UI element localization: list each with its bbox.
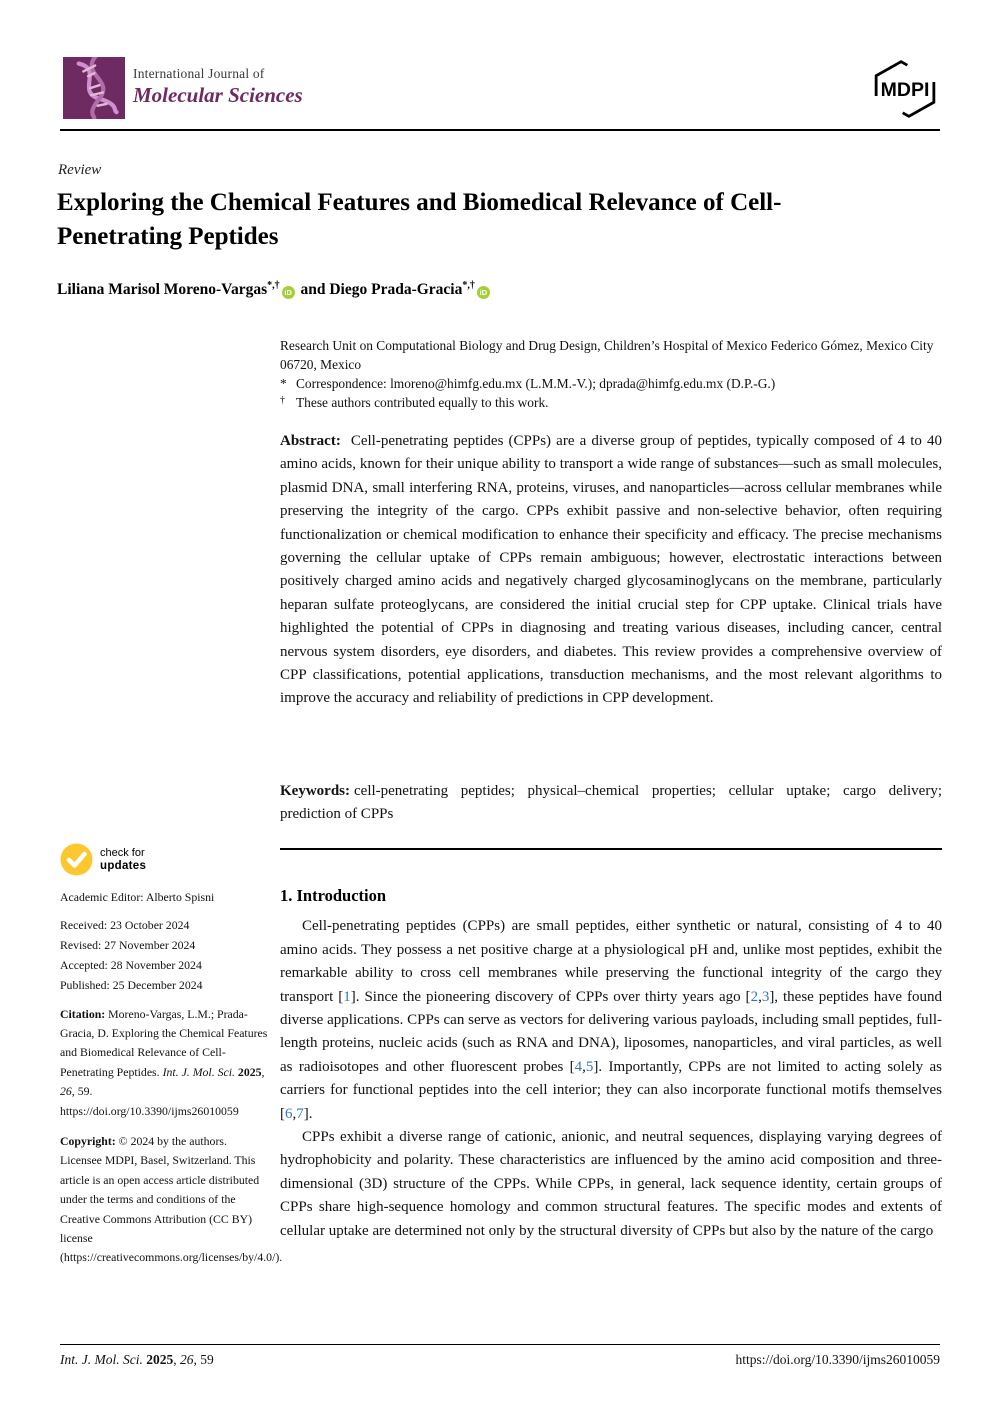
intro-paragraph-2: CPPs exhibit a diverse range of cationic, anionic, and neutral sequences, displaying varying degrees of hydrophobicity and polarity. These characteristics are influenced by the amino acid composition and three-dimensional (3D) structure of the CPPs. While CPPs, in general, lack sequence identity, certain groups of CPPs share high-sequence homology and common structural features. The specific modes and extents of cellular uptake are determined not only by the structural diversity of CPPs but also by the nature of the cargo	[280, 1129, 942, 1239]
footer-volume: 26	[179, 1352, 194, 1367]
abstract-label: Abstract:	[280, 433, 341, 449]
citation-link[interactable]: 5	[585, 1058, 594, 1075]
keywords-label: Keywords:	[280, 783, 350, 799]
footer-year: 2025	[146, 1352, 174, 1367]
footer-doi-link[interactable]: https://doi.org/10.3390/ijms26010059	[735, 1352, 940, 1367]
citation-journal: Int. J. Mol. Sci.	[162, 1064, 235, 1079]
check-for-updates-line1: check for	[100, 847, 145, 859]
affiliation-block	[280, 336, 942, 412]
journal-name-line2: Molecular Sciences	[133, 82, 303, 107]
copyright-text: © 2024 by the authors. Licensee MDPI, Basel, Switzerland. This article is an open access article distributed under the terms and conditions of the Creative Commons Attribution (CC BY) license (https://creativecommons.org/licenses/by/4.0/).	[60, 1134, 283, 1265]
author-joiner: and	[300, 281, 326, 299]
mdpi-logo	[866, 60, 944, 118]
academic-editor: Academic Editor: Alberto Spisni	[60, 890, 215, 904]
citation-link[interactable]: 1	[343, 988, 351, 1005]
received-date: Received: 23 October 2024	[60, 918, 190, 933]
correspondence-text: Correspondence: lmoreno@himfg.edu.mx (L.M.M.-V.); dprada@himfg.edu.mx (D.P.-G.)	[296, 376, 776, 391]
sidebar-metadata-column	[60, 843, 283, 1268]
citation-text: Moreno-Vargas, L.M.; Prada-Gracia, D. Exploring the Chemical Features and Biomedical Relevance of Cell-Penetrating Peptides.	[60, 1006, 268, 1079]
author-2-name: Diego Prada-Gracia	[329, 281, 463, 299]
article-history	[60, 916, 268, 995]
copyright-block	[60, 1132, 283, 1268]
author-line	[57, 280, 492, 299]
keywords	[280, 780, 942, 827]
citation-volume: 26	[60, 1084, 72, 1099]
equal-contribution-mark: †	[280, 395, 285, 406]
copyright-label: Copyright:	[60, 1134, 116, 1149]
citation-year: 2025	[237, 1064, 262, 1079]
mdpi-logo-text: MDPI	[880, 79, 930, 102]
footer-journal: Int. J. Mol. Sci.	[60, 1352, 143, 1367]
footer-citation	[60, 1352, 214, 1368]
citation-link[interactable]: 6	[285, 1105, 293, 1122]
intro-paragraph-1: Cell-penetrating peptides (CPPs) are small peptides, either synthetic or natural, consisting of 4 to 40 amino acids. They possess a net positive charge at a physiological pH and, unlike most peptides, exhibit the remarkable ability to cross cell membranes while preserving the functional integrity of the cargo they transport [1]. Since the pioneering discovery of CPPs over thirty years ago [2,3], these peptides have found diverse applications. CPPs can serve as vectors for delivering various payloads, including small peptides, full-length proteins, nucleic acids (such as RNA and DNA), liposomes, nanoparticles, and viral particles, as well as radioisotopes and other fluorescent probes [4,5]. Importantly, CPPs are not limited to acting solely as carriers for functional peptides into the cell interior; they can also incorporate functional motifs themselves [6,7].	[280, 918, 942, 1122]
check-circle-icon	[60, 843, 93, 876]
journal-logo-dna-icon	[63, 57, 125, 119]
check-for-updates-button[interactable]	[60, 843, 268, 876]
journal-name	[133, 66, 303, 107]
correspondence-mark: *	[280, 376, 287, 391]
author-2-marks: *,†	[462, 280, 475, 291]
journal-name-line1: International Journal of	[133, 66, 265, 81]
published-date: Published: 25 December 2024	[60, 977, 203, 992]
affiliation-text: Research Unit on Computational Biology and Drug Design, Children’s Hospital of Mexico Federico Gómez, Mexico City 06720, Mexico	[280, 338, 934, 372]
abstract	[280, 430, 942, 711]
citation-link[interactable]: 2	[750, 988, 759, 1005]
correspondence-row	[280, 374, 942, 393]
section-heading-introduction: 1. Introduction	[280, 886, 387, 905]
citation-block	[60, 1005, 268, 1121]
section-divider	[280, 848, 942, 850]
citation-link[interactable]: 4	[574, 1058, 583, 1075]
equal-contribution-text: These authors contributed equally to this work.	[296, 395, 549, 410]
author-1-name: Liliana Marisol Moreno-Vargas	[57, 281, 268, 299]
header-divider	[60, 129, 940, 131]
citation-pages: , 59.	[71, 1084, 93, 1099]
article-type-label: Review	[58, 162, 102, 178]
check-for-updates-label	[100, 847, 146, 872]
citation-sep: ,	[261, 1064, 265, 1079]
footer-sep: ,	[173, 1352, 180, 1367]
footer-divider	[60, 1344, 940, 1345]
keywords-text: cell-penetrating peptides; physical–chemical properties; cellular uptake; cargo delivery; prediction of CPPs	[280, 783, 942, 823]
accepted-date: Accepted: 28 November 2024	[60, 958, 202, 972]
citation-label: Citation:	[60, 1006, 106, 1021]
revised-date: Revised: 27 November 2024	[60, 938, 196, 953]
citation-link[interactable]: 3	[761, 988, 770, 1005]
author-1-marks: *,†	[267, 280, 280, 291]
orcid-icon[interactable]: iD	[477, 286, 490, 299]
abstract-text: Cell-penetrating peptides (CPPs) are a diverse group of peptides, typically composed of 4 to 40 amino acids, known for their unique ability to transport a wide range of substances—such as small molecules, plasmid DNA, small interfering RNA, proteins, viruses, and nanoparticles—across cellular membranes while preserving the integrity of the cargo. CPPs exhibit passive and non-selective behavior, often requiring functionalization or chemical modification to enhance their specificity and efficacy. The precise mechanisms governing the cellular uptake of CPPs remain ambiguous; however, electrostatic interactions between positively charged amino acids and negatively charged glycosaminoglycans on the membrane, particularly heparan sulfate proteoglycans, are considered the initial crucial step for CPP uptake. Clinical trials have highlighted the potential of CPPs in diagnosing and treating various diseases, including cancer, central nervous system disorders, eye disorders, and diabetes. This review provides a comprehensive overview of CPP classifications, potential applications, transduction mechanisms, and the most relevant algorithms to improve the accuracy and reliability of predictions in CPP development.	[280, 433, 942, 707]
article-title: Exploring the Chemical Features and Biomedical Relevance of Cell-Penetrating Peptides	[57, 189, 782, 250]
orcid-icon[interactable]: iD	[282, 286, 295, 299]
equal-contribution-row	[280, 393, 942, 412]
main-text-column	[280, 884, 942, 1243]
citation-doi-link[interactable]: https://doi.org/10.3390/ijms26010059	[60, 1103, 239, 1118]
footer-pages: , 59	[193, 1352, 214, 1367]
citation-link[interactable]: 7	[296, 1105, 304, 1122]
check-for-updates-line2: updates	[100, 859, 147, 872]
page-footer	[60, 1352, 940, 1368]
